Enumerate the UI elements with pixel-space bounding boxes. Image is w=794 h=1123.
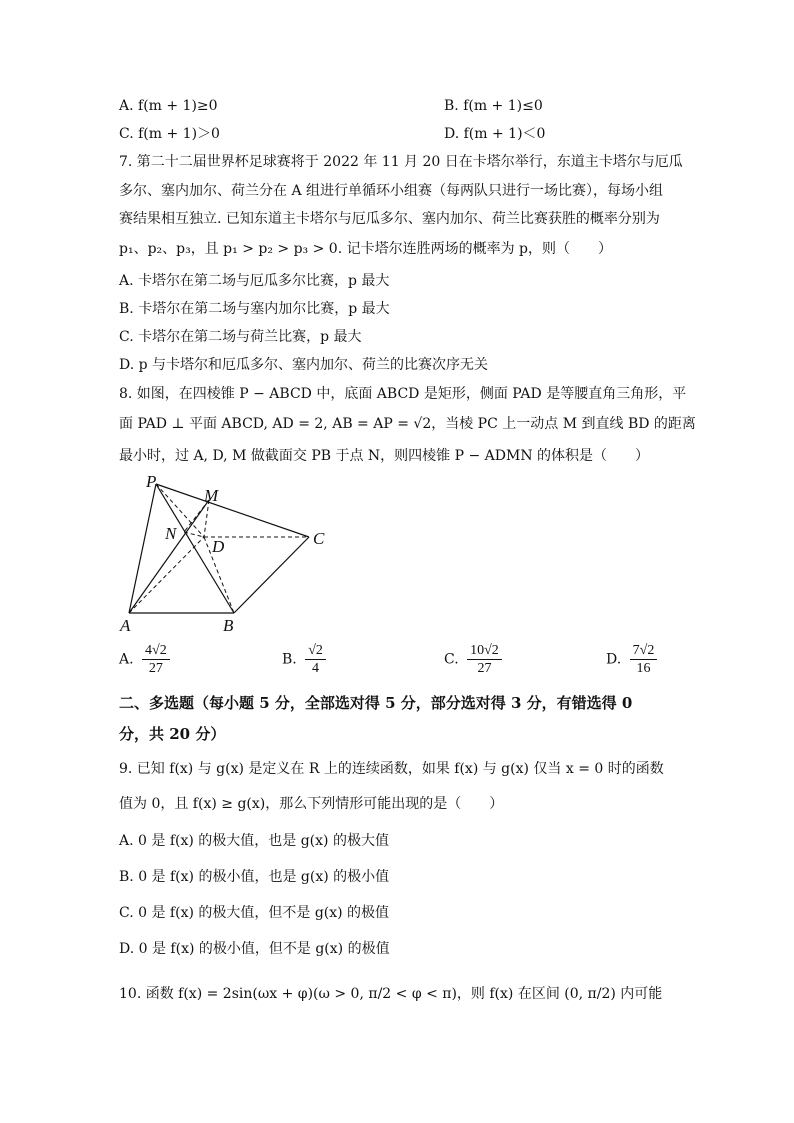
q8-option-b-denominator: 4 (312, 661, 320, 676)
label-m: M (204, 486, 219, 505)
q8-option-c-denominator: 27 (477, 661, 492, 676)
section-heading-line-1: 二、多选题（每小题 5 分，全部选对得 5 分，部分选对得 3 分，有错选得 0 (119, 694, 633, 712)
q8-option-d-denominator: 16 (636, 661, 651, 676)
q8-option-b (282, 642, 330, 677)
label-d: D (212, 537, 225, 556)
q10-stem-line-1: 10. 函数 f(x) = 2sin(ωx + φ)(ω > 0, π/2 < φ < π)，则 f(x) 在区间 (0, π/2) 内可能 (119, 986, 663, 1002)
q8-option-b-numerator: √2 (305, 642, 326, 660)
q7-stem-line-2: 多尔、塞内加尔、荷兰分在 A 组进行单循环小组赛（每两队只进行一场比赛），每场小组 (119, 183, 664, 199)
q7-option-b: B. 卡塔尔在第二场与塞内加尔比赛，p 最大 (119, 301, 390, 317)
q8-option-b-fraction (305, 642, 326, 677)
q9-option-b: B. 0 是 f(x) 的极小值，也是 g(x) 的极小值 (119, 869, 390, 885)
q7-stem-line-3: 赛结果相互独立. 已知东道主卡塔尔与厄瓜多尔、塞内加尔、荷兰比赛获胜的概率分别为 (119, 211, 660, 227)
q9-stem-line-2: 值为 0，且 f(x) ≥ g(x)，那么下列情形可能出现的是（ ） (119, 796, 504, 812)
q8-option-d-numerator: 7√2 (630, 642, 658, 660)
q9-option-c: C. 0 是 f(x) 的极大值，但不是 g(x) 的极值 (119, 905, 390, 921)
q7-stem-line-1: 7. 第二十二届世界杯足球赛将于 2022 年 11 月 20 日在卡塔尔举行，东道主卡塔尔与厄瓜 (119, 154, 683, 170)
q7-option-d: D. p 与卡塔尔和厄瓜多尔、塞内加尔、荷兰的比赛次序无关 (119, 357, 489, 373)
q7-option-c: C. 卡塔尔在第二场与荷兰比赛，p 最大 (119, 329, 362, 345)
q8-option-c-fraction (467, 642, 502, 677)
q8-option-d-label: D. (606, 651, 622, 668)
edge-ad-hidden (129, 537, 204, 613)
q6-option-b: B. f(m + 1)≤0 (444, 98, 543, 114)
q8-option-d-fraction (630, 642, 658, 677)
q8-option-a (119, 642, 174, 677)
q8-option-b-label: B. (282, 651, 297, 668)
q8-option-a-fraction (142, 642, 170, 677)
q9-stem-line-1: 9. 已知 f(x) 与 g(x) 是定义在 R 上的连续函数，如果 f(x) 与 g(x) 仅当 x = 0 时的函数 (119, 761, 664, 777)
q8-option-a-denominator: 27 (148, 661, 163, 676)
q8-option-c-label: C. (444, 651, 459, 668)
edge-pc (156, 484, 309, 537)
q8-option-a-numerator: 4√2 (142, 642, 170, 660)
label-p: P (146, 472, 157, 491)
q8-stem-line-3: 最小时，过 A, D, M 做截面交 PB 于点 N，则四棱锥 P − ADMN 的体积是（ ） (119, 448, 650, 464)
pyramid-figure (112, 470, 342, 635)
q6-option-d: D. f(m + 1)＜0 (444, 126, 546, 142)
q8-stem-line-2: 面 PAD ⊥ 平面 ABCD, AD = 2, AB = AP = √2，当棱 PC 上一动点 M 到直线 BD 的距离 (119, 416, 696, 432)
label-b: B (223, 616, 234, 635)
q8-option-c-numerator: 10√2 (467, 642, 502, 660)
q8-option-d (606, 642, 661, 677)
q9-option-d: D. 0 是 f(x) 的极小值，但不是 g(x) 的极值 (119, 941, 390, 957)
label-n: N (165, 524, 177, 543)
q7-stem-line-4: p₁、p₂、p₃，且 p₁ > p₂ > p₃ > 0. 记卡塔尔连胜两场的概率为 p，则（ ） (119, 241, 613, 257)
q6-option-c: C. f(m + 1)＞0 (119, 126, 220, 142)
q8-option-c (444, 642, 506, 677)
q6-option-a: A. f(m + 1)≥0 (119, 98, 218, 114)
label-c: C (313, 529, 325, 548)
q9-option-a: A. 0 是 f(x) 的极大值，也是 g(x) 的极大值 (119, 833, 389, 849)
edge-bc (234, 537, 309, 613)
q7-option-a: A. 卡塔尔在第二场与厄瓜多尔比赛，p 最大 (119, 273, 390, 289)
section-heading-line-2: 分，共 20 分） (119, 725, 226, 743)
q8-option-a-label: A. (119, 651, 134, 668)
q8-stem-line-1: 8. 如图，在四棱锥 P − ABCD 中，底面 ABCD 是矩形，侧面 PAD 是等腰直角三角形，平 (119, 386, 687, 402)
label-a: A (120, 616, 131, 635)
